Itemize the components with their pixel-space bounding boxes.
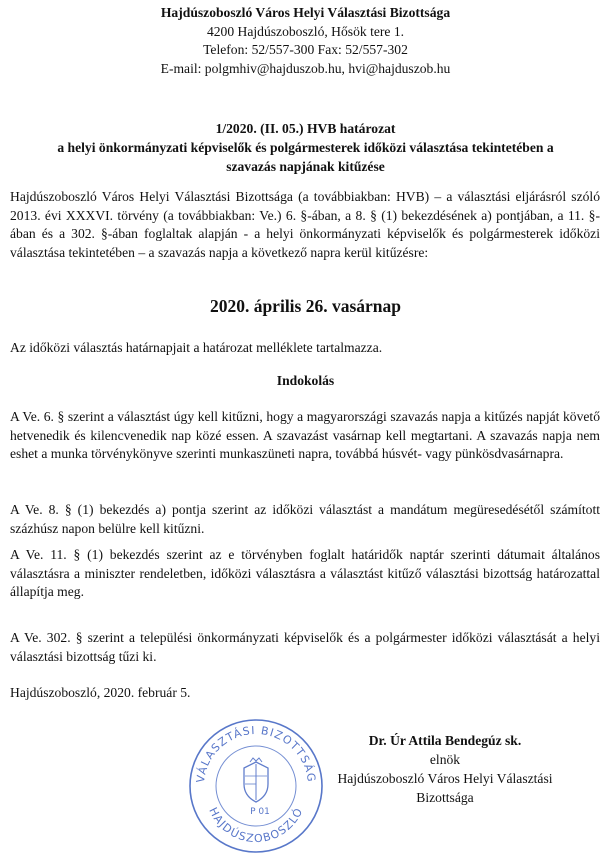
letterhead <box>0 4 611 78</box>
stamp-code: P 01 <box>250 807 270 817</box>
letterhead-address: 4200 Hajdúszoboszló, Hősök tere 1. <box>206 23 405 39</box>
signature-block <box>330 731 560 807</box>
official-stamp <box>184 714 328 858</box>
stamp-bottom-text: HAJDÚSZOBOSZLÓ <box>206 805 306 846</box>
resolution-subject-line2: szavazás napjának kitűzése <box>226 159 385 174</box>
reason-paragraph-4: A Ve. 302. § szerint a települési önkormányzati képviselők és a polgármester időközi választását a helyi választási bizottság tűzi ki. <box>10 630 600 664</box>
signer-org-line1: Hajdúszoboszló Város Helyi Választási <box>337 771 553 786</box>
reason-paragraph-3: A Ve. 11. § (1) bekezdés szerint az e törvényben foglalt határidők naptár szerinti dátumait általános választásra a miniszter rendeletben, időközi választásra a választást kitűző választási bizottság határozattal állapítja meg. <box>10 547 600 599</box>
reason-paragraph-2: A Ve. 8. § (1) bekezdés a) pontja szerint az időközi választást a mandátum megüresedésétől számított százhúsz napon belülre kell kitűzni. <box>10 502 600 536</box>
reason-paragraph-1: A Ve. 6. § szerint a választást úgy kell kitűzni, hogy a magyarországi szavazás napja a kitűzés napját követő hetvenedik és kilencvenedik nap közé essen. A szavazást vasárnap kell megtartani. A szavazás napja nem eshet a munka törvénykönyve szerinti munkaszüneti napra, továbbá húsvét- vagy pünkösdvasárnapra. <box>10 409 600 461</box>
intro-paragraph: Hajdúszoboszló Város Helyi Választási Bizottsága (a továbbiakban: HVB) – a választási eljárásról szóló 2013. évi XXXVI. törvény (a továbbiakban: Ve.) 6. §-ában, a 8. § (1) bekezdésének a) pontjában, a 11. §-ában és a 302. §-ában foglaltak alapján - a helyi önkormányzati képviselők és polgármesterek időközi választása tekintetében – a szavazás napja a következő napra kerül kitűzésre: <box>10 189 600 260</box>
place-date: Hajdúszoboszló, 2020. február 5. <box>10 685 191 700</box>
reasoning-heading: Indokolás <box>276 373 335 388</box>
stamp-top-text: VÁLASZTÁSI BIZOTTSÁG <box>194 723 319 784</box>
stamp-graphic <box>184 714 328 858</box>
letterhead-phone: Telefon: 52/557-300 Fax: 52/557-302 <box>203 42 408 57</box>
letterhead-email: E-mail: polgmhiv@hajduszob.hu, hvi@hajduszob.hu <box>160 60 451 76</box>
election-date: 2020. április 26. vasárnap <box>209 296 402 316</box>
resolution-number: 1/2020. (II. 05.) HVB határozat <box>215 121 396 136</box>
coat-of-arms-icon <box>244 758 268 802</box>
signer-name: Dr. Úr Attila Bendegúz sk. <box>368 733 522 748</box>
resolution-title <box>0 119 611 176</box>
resolution-subject-line1: a helyi önkormányzati képviselők és polgármesterek időközi választása tekintetében a <box>57 140 554 155</box>
signer-org-line2: Bizottsága <box>416 790 474 805</box>
annex-note: Az időközi választás határnapjait a határozat melléklete tartalmazza. <box>10 340 383 355</box>
letterhead-org: Hajdúszoboszló Város Helyi Választási Bizottsága <box>160 5 451 20</box>
signer-role: elnök <box>429 752 461 767</box>
